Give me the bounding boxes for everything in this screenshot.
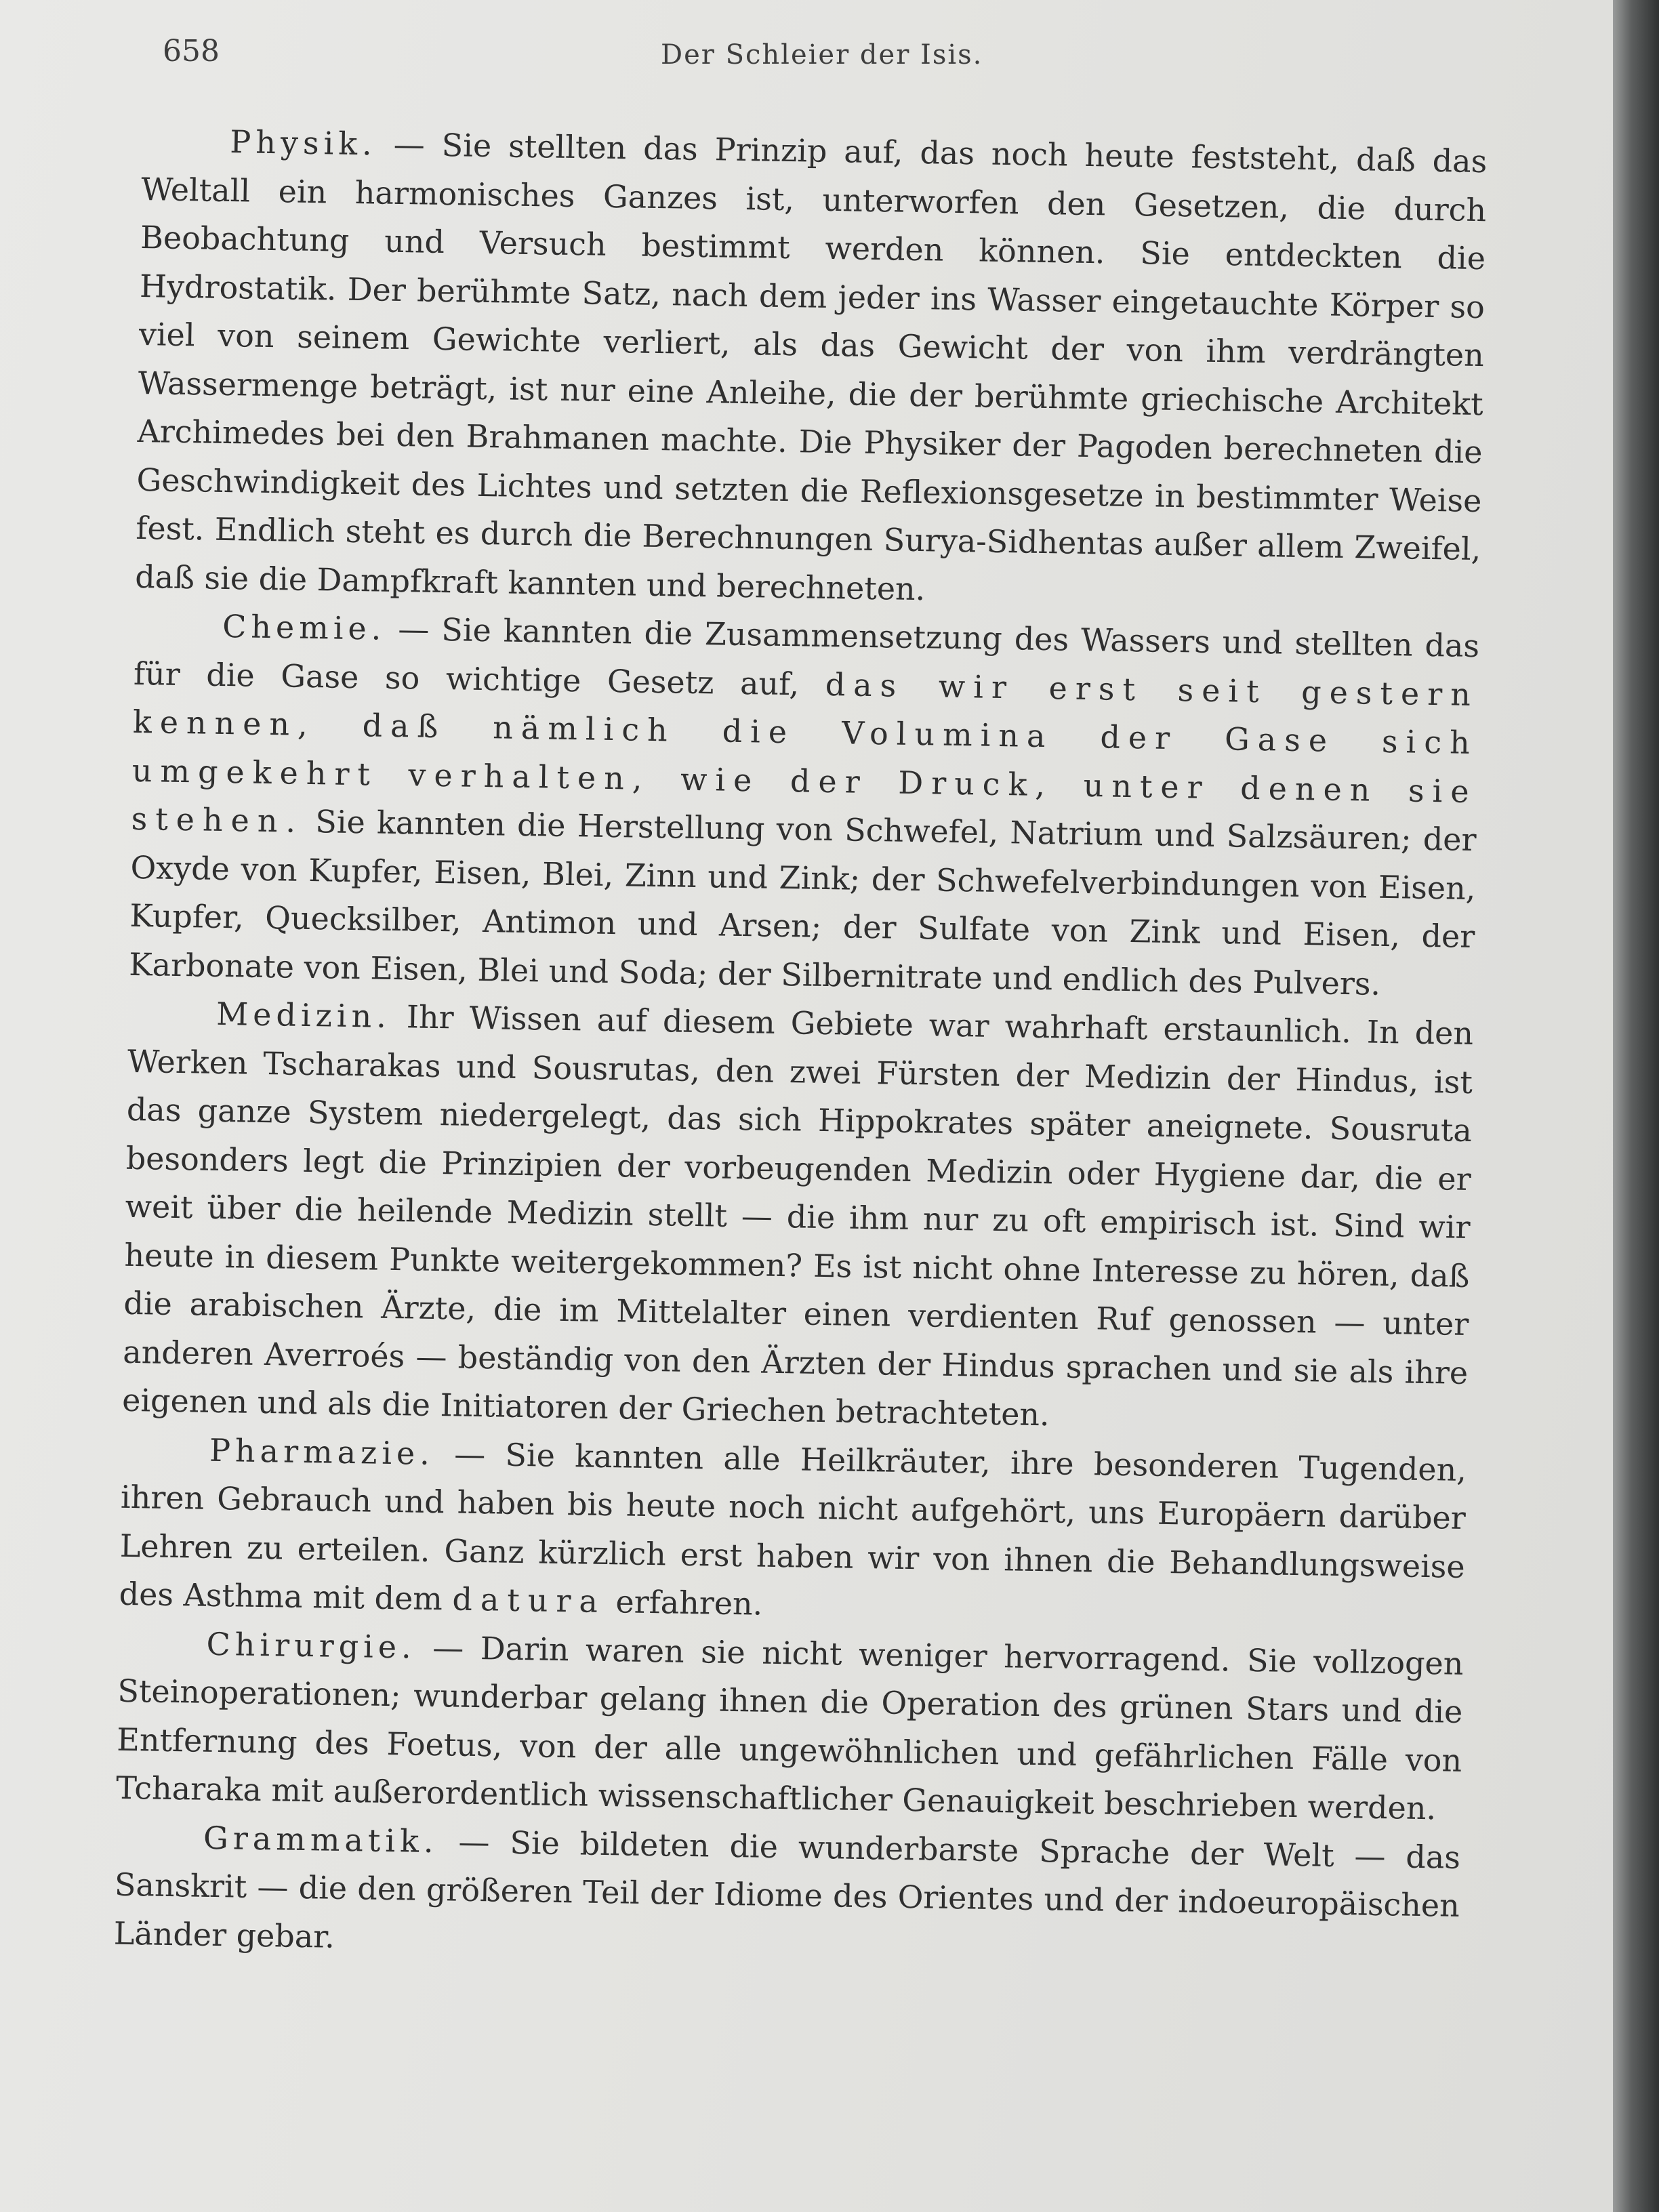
section-term: Grammatik. xyxy=(203,1819,439,1860)
paragraph-text: Ihr Wissen auf diesem Gebiete war wahrhaft erstaunlich. In den Werken Tscharakas und Sousrutas, den zwei Fürsten der Medizin der Hindus, ist das ganze System niedergelegt, das sich Hippokrates später aneignete. Sousruta besonders legt die Prinzipien der vorbeugenden Medizin oder Hygiene dar, die er weit über die heilende Medizin stellt — die ihm nur zu oft empirisch ist. Sind wir heute in diesem Punkte weitergekommen? Es ist nicht ohne Interesse zu hören, daß die arabischen Ärzte, die im Mittelalter einen verdienten Ruf genossen — unter anderen Averroés — beständig von den Ärzten der Hindus sprachen und sie als ihre eigenen und als die Initiatoren der Griechen betrachteten. xyxy=(121,998,1474,1433)
section-term: Chirurgie. xyxy=(206,1625,417,1666)
page-number: 658 xyxy=(163,34,220,68)
paragraph-medizin xyxy=(122,989,1474,1446)
paragraph-grammatik xyxy=(113,1812,1460,1979)
paragraph-pharmazie xyxy=(119,1425,1467,1639)
paragraph-text: — Darin waren sie nicht weniger hervorragend. Sie vollzogen Steinoperationen; wunderbar gelang ihnen die Operation des grünen Stars und die Entfernung des Foetus, von der alle ungewöhnlichen und gefährlichen Fälle von Tcharaka mit außerordentlich wissenschaftlicher Genauigkeit beschrieben werden. xyxy=(115,1629,1464,1827)
paragraph-text: — Sie bildeten die wunderbarste Sprache der Welt — das Sanskrit — die den größeren Teil der Idiome des Orientes und der indoeuropäischen Länder gebar. xyxy=(113,1822,1461,1955)
paragraph-text: erfahren. xyxy=(605,1583,763,1622)
section-term: Medizin. xyxy=(216,995,392,1035)
page-header xyxy=(156,27,1511,81)
emphasized-text: datura xyxy=(452,1580,607,1620)
body-text xyxy=(113,117,1487,1979)
paragraph-text: — Sie kannten alle Heilkräuter, ihre besonderen Tugenden, ihren Gebrauch und haben bis heute noch nicht aufgehört, uns Europäern darüber Lehren zu erteilen. Ganz kürzlich erst haben wir von ihnen die Behandlungsweise des Asthma mit dem xyxy=(119,1435,1467,1618)
section-term: Physik. xyxy=(230,123,377,163)
paragraph-text: — Sie kannten die Zusammensetzung des Wassers und stellten das für die Gase so wichtige Gesetz auf, xyxy=(133,610,1480,703)
paragraph-physik xyxy=(135,117,1488,622)
section-term: Pharmazie. xyxy=(209,1431,435,1472)
paragraph-chirurgie xyxy=(116,1618,1464,1833)
paragraph-chemie xyxy=(129,601,1480,1010)
emphasized-text: das wir erst seit gestern kennen, daß nämlich die Volumina der Gase sich umgekehrt verhalten, wie der Druck, unter denen sie stehen. xyxy=(131,665,1479,840)
section-term: Chemie. xyxy=(222,607,386,647)
paragraph-text: Sie kannten die Herstellung von Schwefel, Natrium und Salzsäuren; der Oxyde von Kupfer, Eisen, Blei, Zinn und Zink; der Schwefelverbindungen von Eisen, Kupfer, Quecksilber, Antimon und Arsen; der Sulfate von Zink und Eisen, der Karbonate von Eisen, Blei und Soda; der Silbernitrate und endlich des Pulvers. xyxy=(128,802,1477,1002)
running-title: Der Schleier der Isis. xyxy=(661,39,983,70)
paragraph-text: — Sie stellten das Prinzip auf, das noch heute feststeht, daß das Weltall ein harmonisches Ganzes ist, unterworfen den Gesetzen, die durch Beobachtung und Versuch bestimmt werden können. Sie entdeckten die Hydrostatik. Der berühmte Satz, nach dem jeder ins Wasser eingetauchte Körper so viel von seinem Gewichte verliert, als das Gewicht der von ihm verdrängten Wassermenge beträgt, ist nur eine Anleihe, die der berühmte griechische Architekt Archimedes bei den Brahmanen machte. Die Physiker der Pagoden berechneten die Geschwindigkeit des Lichtes und setzten die Reflexionsgesetze in bestimmter Weise fest. Endlich steht es durch die Berechnungen Surya-Sidhentas außer allem Zweifel, daß sie die Dampfkraft kannten und berechneten. xyxy=(134,125,1488,607)
page-edge-shadow xyxy=(1613,0,1659,2212)
